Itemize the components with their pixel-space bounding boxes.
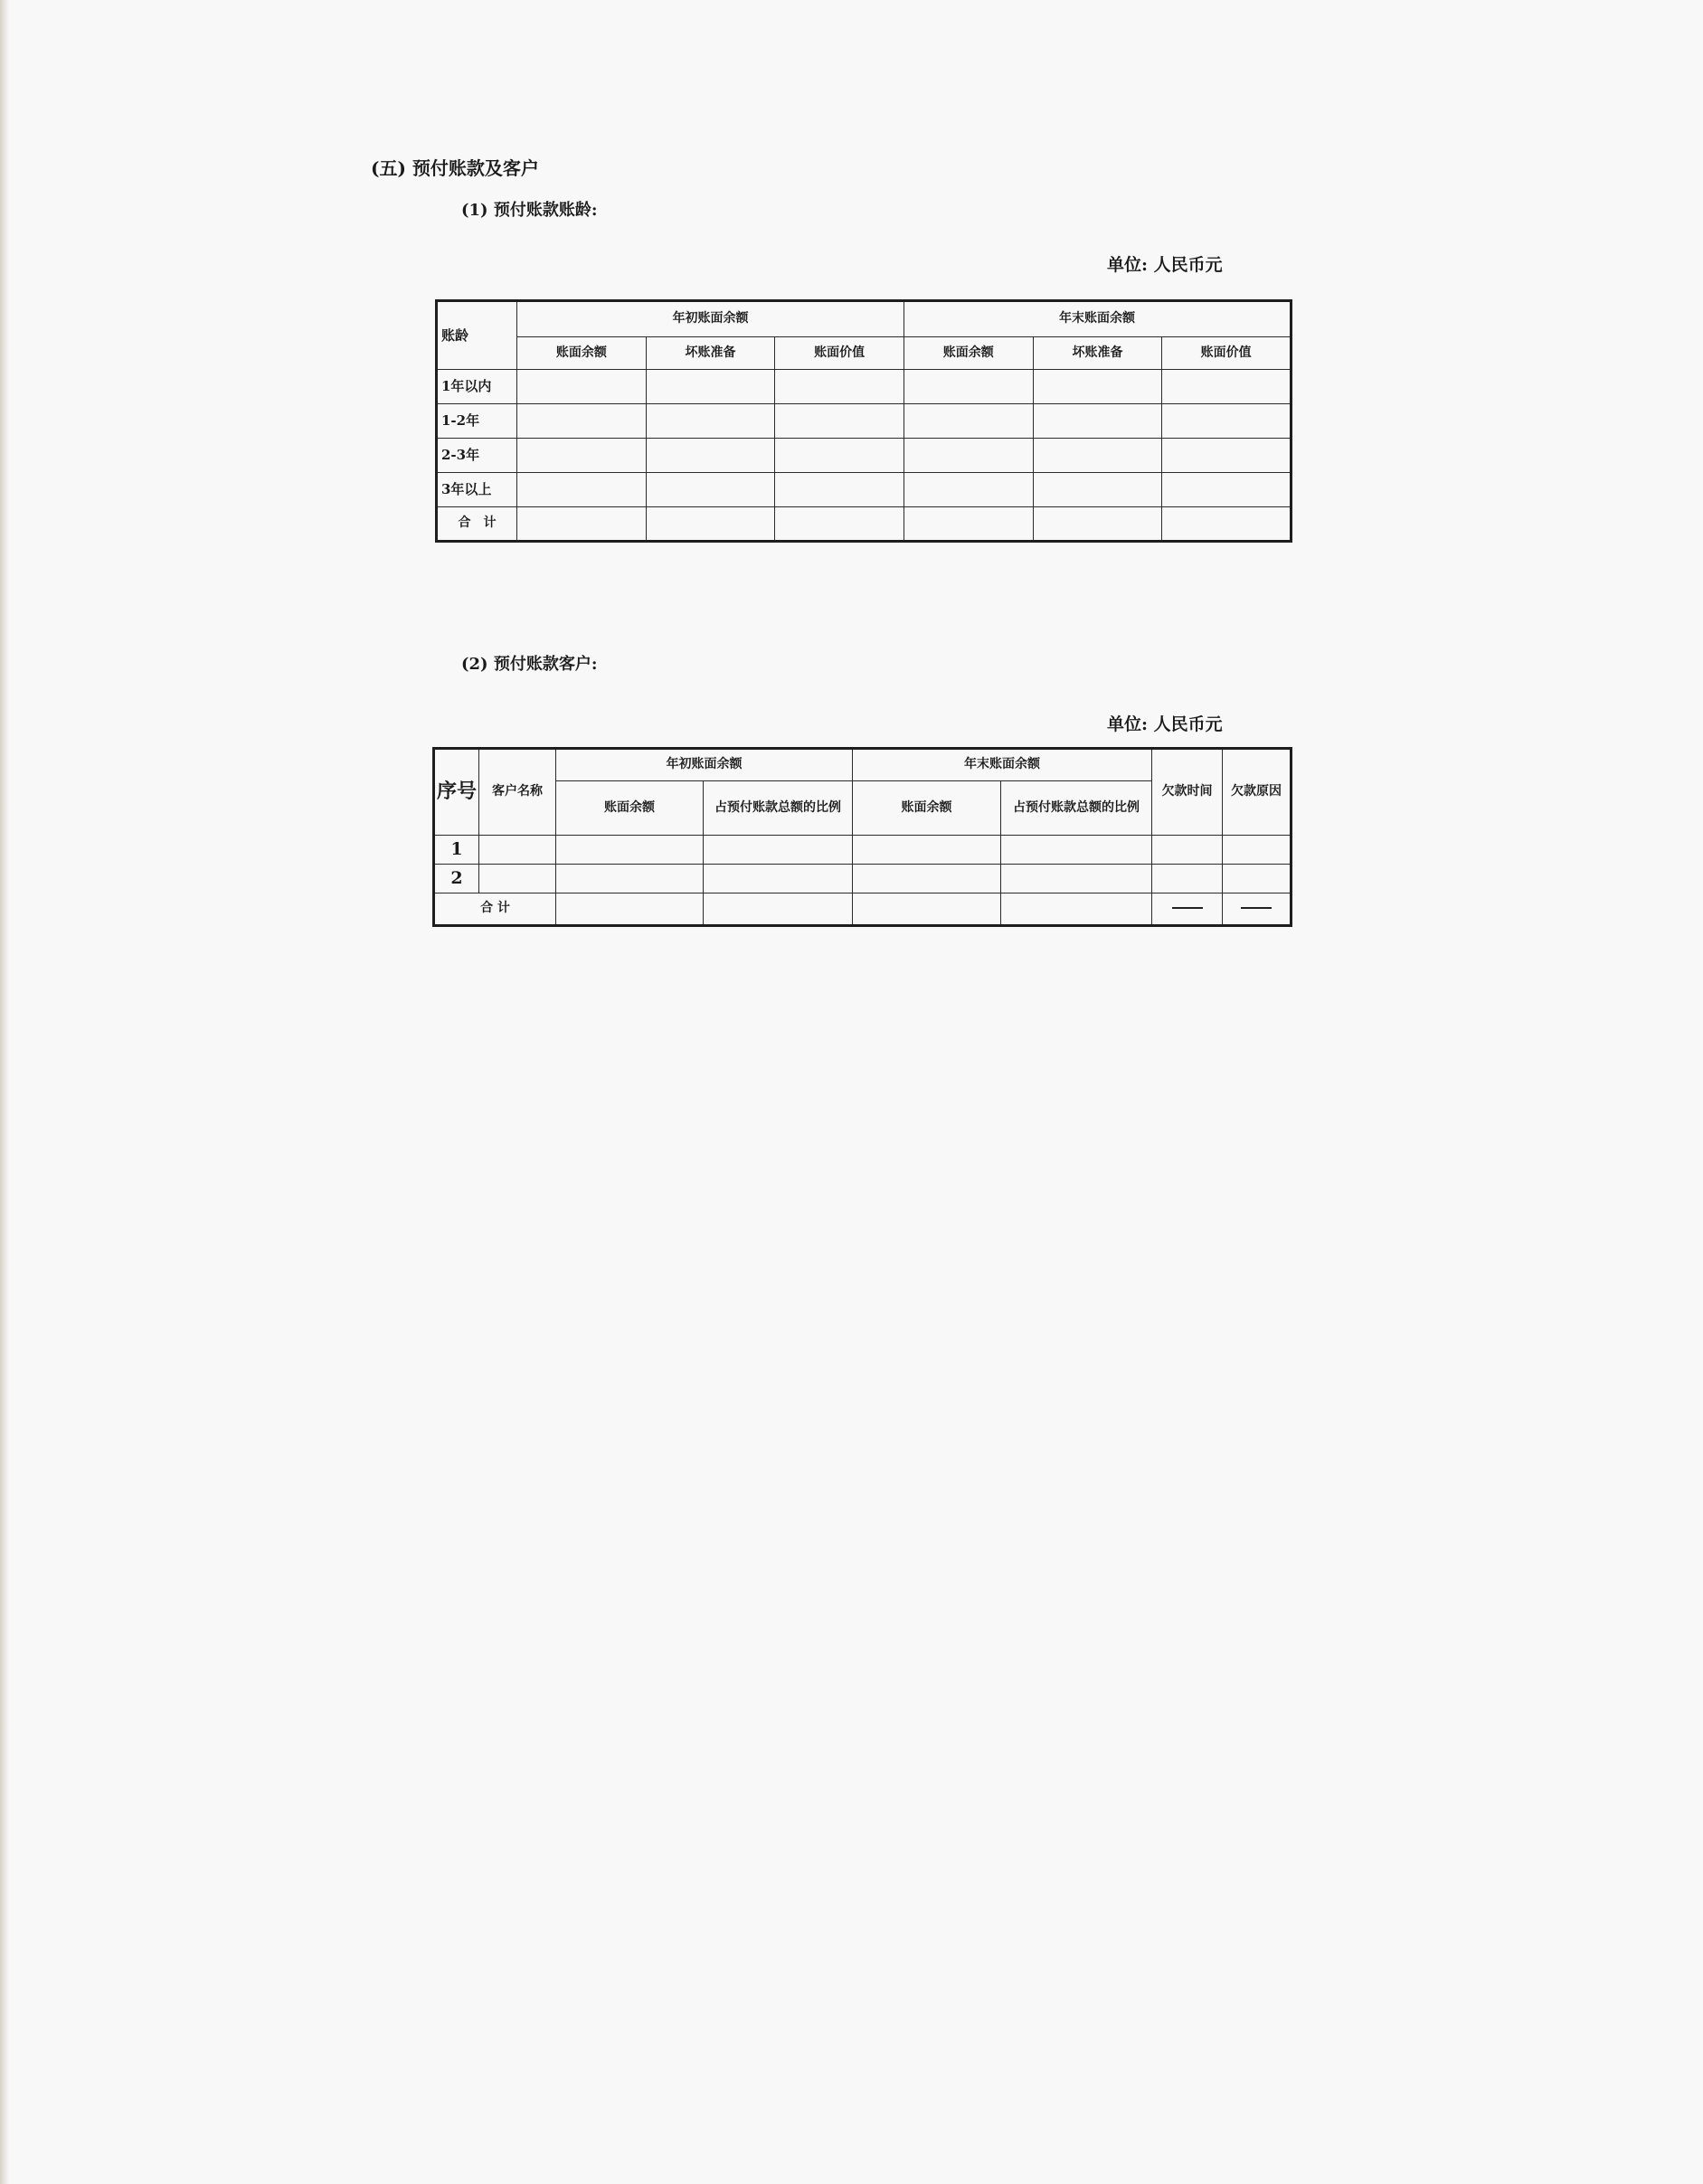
table-cell — [517, 404, 647, 439]
table-cell — [775, 507, 904, 542]
customers-subheader: 占预付账款总额的比例 — [704, 781, 853, 836]
table-cell — [1001, 865, 1152, 893]
table-cell — [646, 507, 775, 542]
table-row — [437, 439, 1291, 473]
aging-row-label: 1-2年 — [437, 404, 517, 439]
aging-subheader: 账面余额 — [517, 337, 647, 370]
table-cell — [1033, 404, 1162, 439]
table-row — [437, 507, 1291, 542]
aging-subheader: 账面价值 — [775, 337, 904, 370]
table-cell — [646, 404, 775, 439]
table-cell — [646, 370, 775, 404]
table-cell — [904, 370, 1033, 404]
table-cell — [1033, 507, 1162, 542]
table-cell — [1033, 473, 1162, 507]
aging-subheader: 坏账准备 — [646, 337, 775, 370]
table-cell — [904, 404, 1033, 439]
table-row — [437, 404, 1291, 439]
customers-col-time: 欠款时间 — [1152, 749, 1223, 836]
aging-unit-label: 单位: 人民币元 — [1107, 255, 1223, 275]
table-cell — [556, 865, 704, 893]
table-cell — [646, 439, 775, 473]
table-cell — [775, 439, 904, 473]
customers-row-seq: 2 — [434, 865, 479, 893]
table-row — [434, 893, 1291, 926]
table-cell — [853, 836, 1001, 865]
table-cell — [1162, 439, 1291, 473]
table-cell — [1001, 893, 1152, 926]
customers-subheader: 账面余额 — [853, 781, 1001, 836]
aging-col-age: 账龄 — [437, 301, 517, 370]
aging-total-label: 合 计 — [437, 507, 517, 542]
table-cell — [479, 836, 556, 865]
table-cell — [1033, 439, 1162, 473]
table-cell — [904, 439, 1033, 473]
table-row — [434, 865, 1291, 893]
table-cell — [853, 865, 1001, 893]
table-cell — [853, 893, 1001, 926]
table-cell — [1162, 370, 1291, 404]
table-cell — [775, 370, 904, 404]
aging-group-begin: 年初账面余额 — [517, 301, 904, 337]
aging-row-label: 1年以内 — [437, 370, 517, 404]
aging-subtitle: (1) 预付账款账龄: — [461, 201, 598, 220]
table-cell — [775, 473, 904, 507]
aging-subheader: 账面余额 — [904, 337, 1033, 370]
not-applicable-dash — [1223, 893, 1291, 926]
customers-total-label: 合 计 — [434, 893, 556, 926]
table-cell — [904, 473, 1033, 507]
table-cell — [517, 473, 647, 507]
table-cell — [704, 836, 853, 865]
table-cell — [1223, 836, 1291, 865]
table-cell — [479, 865, 556, 893]
customers-subheader: 账面余额 — [556, 781, 704, 836]
table-cell — [646, 473, 775, 507]
not-applicable-dash — [1152, 893, 1223, 926]
customers-subtitle: (2) 预付账款客户: — [461, 655, 598, 674]
customers-group-end: 年末账面余额 — [853, 749, 1152, 781]
table-cell — [1162, 404, 1291, 439]
table-cell — [1152, 836, 1223, 865]
table-cell — [1223, 865, 1291, 893]
aging-row-label: 3年以上 — [437, 473, 517, 507]
customers-col-seq: 序号 — [434, 749, 479, 836]
table-cell — [775, 404, 904, 439]
table-cell — [517, 439, 647, 473]
table-cell — [1162, 507, 1291, 542]
table-row — [434, 836, 1291, 865]
customers-unit-label: 单位: 人民币元 — [1107, 714, 1223, 734]
customers-col-name: 客户名称 — [479, 749, 556, 836]
aging-table — [435, 299, 1292, 543]
table-cell — [517, 370, 647, 404]
table-cell — [1033, 370, 1162, 404]
table-cell — [517, 507, 647, 542]
aging-subheader: 账面价值 — [1162, 337, 1291, 370]
table-cell — [556, 893, 704, 926]
customers-group-begin: 年初账面余额 — [556, 749, 853, 781]
table-cell — [704, 893, 853, 926]
table-cell — [1152, 865, 1223, 893]
aging-group-end: 年末账面余额 — [904, 301, 1291, 337]
table-cell — [1001, 836, 1152, 865]
customers-col-reason: 欠款原因 — [1223, 749, 1291, 836]
table-cell — [1162, 473, 1291, 507]
aging-row-label: 2-3年 — [437, 439, 517, 473]
table-row — [437, 370, 1291, 404]
aging-subheader: 坏账准备 — [1033, 337, 1162, 370]
table-cell — [904, 507, 1033, 542]
table-row — [437, 473, 1291, 507]
customers-subheader: 占预付账款总额的比例 — [1001, 781, 1152, 836]
page-edge-shadow — [0, 0, 9, 2184]
table-cell — [556, 836, 704, 865]
customers-row-seq: 1 — [434, 836, 479, 865]
customers-table — [432, 747, 1292, 927]
section-title: (五) 预付账款及客户 — [371, 157, 539, 179]
table-cell — [704, 865, 853, 893]
